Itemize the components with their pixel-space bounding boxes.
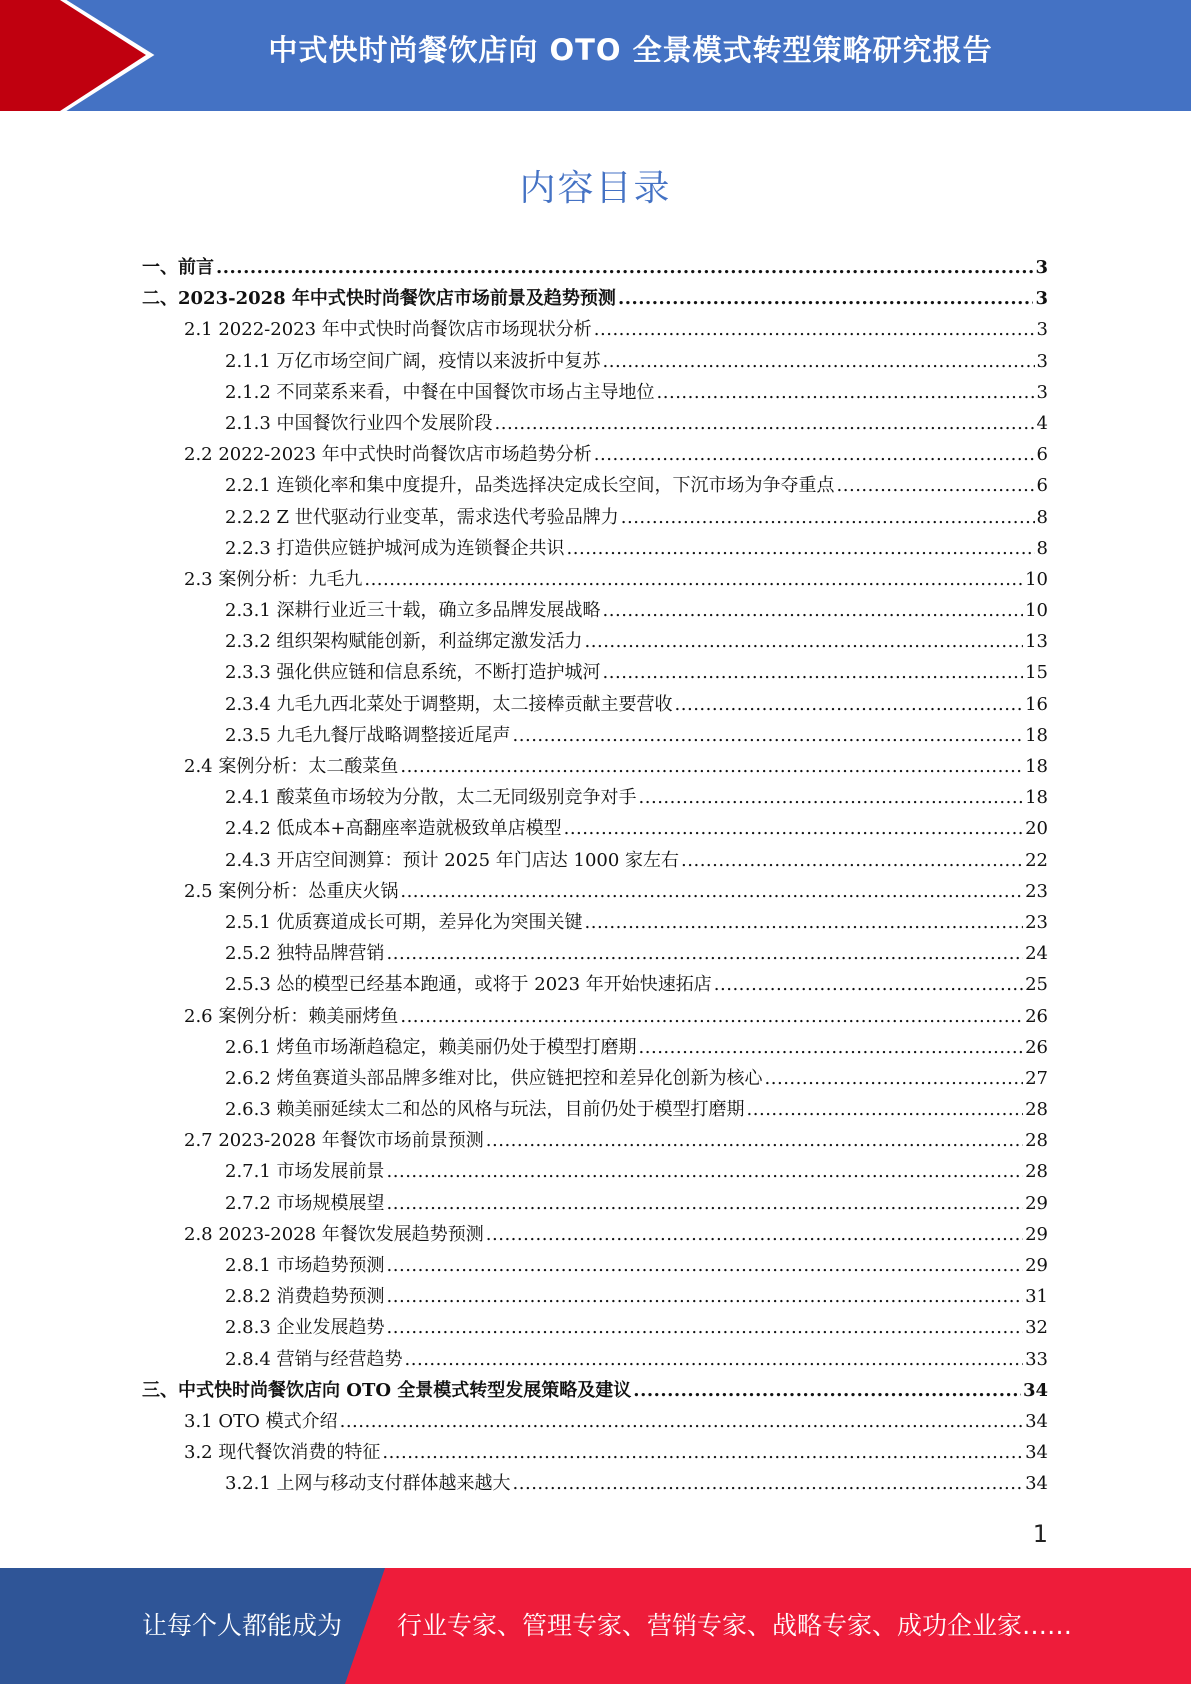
toc-entry-page: 6 xyxy=(1036,475,1048,497)
toc-entry-text: 2.5.2 独特品牌营销 xyxy=(225,943,385,965)
toc-entry-page: 27 xyxy=(1025,1067,1048,1089)
toc-dot-leader xyxy=(585,631,1024,652)
toc-dot-leader xyxy=(387,1193,1024,1214)
toc-entry[interactable] xyxy=(142,1095,1048,1126)
toc-dot-leader xyxy=(765,1068,1024,1089)
footer-banner xyxy=(0,1568,1191,1684)
toc-entry[interactable] xyxy=(142,1438,1048,1469)
toc-entry-text: 2.1.1 万亿市场空间广阔，疫情以来波折中复苏 xyxy=(225,350,601,372)
toc-dot-leader xyxy=(364,569,1023,590)
toc-entry-text: 2.8.2 消费趋势预测 xyxy=(225,1286,385,1308)
toc-dot-leader xyxy=(603,662,1024,683)
toc-entry[interactable] xyxy=(142,1189,1048,1220)
toc-entry[interactable] xyxy=(142,970,1048,1001)
toc-entry-page: 24 xyxy=(1025,943,1048,965)
toc-entry-text: 2.3.4 九毛九西北菜处于调整期，太二接棒贡献主要营收 xyxy=(225,693,673,715)
toc-entry-page: 28 xyxy=(1025,1161,1048,1183)
toc-entry-text: 2.2 2022-2023 年中式快时尚餐饮店市场趋势分析 xyxy=(184,444,592,466)
toc-entry-text: 2.4.1 酸菜鱼市场较为分散，太二无同级别竞争对手 xyxy=(225,787,637,809)
toc-entry-text: 2.4.2 低成本+高翻座率造就极致单店模型 xyxy=(225,818,562,840)
toc-entry-page: 4 xyxy=(1036,412,1048,434)
toc-entry[interactable] xyxy=(142,503,1048,534)
toc-entry-page: 20 xyxy=(1025,818,1048,840)
toc-entry-page: 34 xyxy=(1025,1410,1048,1432)
toc-entry-page: 18 xyxy=(1025,787,1048,809)
toc-entry[interactable] xyxy=(142,409,1048,440)
toc-entry-page: 29 xyxy=(1025,1223,1048,1245)
toc-dot-leader xyxy=(747,1099,1024,1120)
toc-entry-page: 34 xyxy=(1025,1473,1048,1495)
toc-entry-page: 23 xyxy=(1025,911,1048,933)
toc-entry-page: 22 xyxy=(1025,849,1048,871)
toc-dot-leader xyxy=(387,1286,1024,1307)
report-title: 中式快时尚餐饮店向 OTO 全景模式转型策略研究报告 xyxy=(268,33,993,67)
toc-entry-page: 34 xyxy=(1025,1442,1048,1464)
toc-entry-page: 10 xyxy=(1025,600,1048,622)
toc-entry[interactable] xyxy=(142,1345,1048,1376)
toc-entry-text: 2.8.3 企业发展趋势 xyxy=(225,1317,385,1339)
toc-dot-leader xyxy=(387,1161,1024,1182)
toc-entry-page: 10 xyxy=(1025,568,1048,590)
toc-entry-page: 29 xyxy=(1025,1192,1048,1214)
footer-slogan-left: 让每个人都能成为 xyxy=(142,1611,343,1640)
toc-entry[interactable] xyxy=(142,690,1048,721)
toc-entry-text: 2.5 案例分析：怂重庆火锅 xyxy=(184,880,399,902)
toc-dot-leader xyxy=(603,600,1024,621)
toc-entry-text: 2.6.3 赖美丽延续太二和怂的风格与玩法，目前仍处于模型打磨期 xyxy=(225,1099,745,1121)
toc-dot-leader xyxy=(675,694,1024,715)
toc-entry-page: 3 xyxy=(1036,350,1048,372)
toc-dot-leader xyxy=(621,507,1035,528)
toc-entry-text: 2.1 2022-2023 年中式快时尚餐饮店市场现状分析 xyxy=(184,319,592,341)
toc-dot-leader xyxy=(837,475,1035,496)
toc-entry-text: 2.2.3 打造供应链护城河成为连锁餐企共识 xyxy=(225,537,565,559)
toc-entry-text: 一、前言 xyxy=(142,257,214,278)
toc-dot-leader xyxy=(513,1473,1024,1494)
toc-entry[interactable] xyxy=(142,658,1048,689)
toc-entry-text: 2.5.1 优质赛道成长可期，差异化为突围关键 xyxy=(225,911,583,933)
toc-entry-text: 2.3.2 组织架构赋能创新，利益绑定激发活力 xyxy=(225,631,583,653)
toc-dot-leader xyxy=(681,850,1023,871)
toc-entry-page: 3 xyxy=(1036,319,1048,341)
toc-entry-page: 23 xyxy=(1025,880,1048,902)
toc-dot-leader xyxy=(564,818,1023,839)
toc-entry[interactable] xyxy=(142,939,1048,970)
toc-entry-text: 2.3.3 强化供应链和信息系统，不断打造护城河 xyxy=(225,662,601,684)
toc-entry-page: 28 xyxy=(1025,1099,1048,1121)
toc-dot-leader xyxy=(216,257,1033,278)
toc-dot-leader xyxy=(618,288,1034,309)
toc-entry[interactable] xyxy=(142,908,1048,939)
toc-dot-leader xyxy=(633,1380,1021,1401)
toc-entry-page: 25 xyxy=(1025,974,1048,996)
toc-entry-page: 18 xyxy=(1025,724,1048,746)
toc-entry[interactable] xyxy=(142,1313,1048,1344)
toc-entry[interactable] xyxy=(142,1407,1048,1438)
toc-dot-leader xyxy=(400,881,1023,902)
toc-entry-text: 三、中式快时尚餐饮店向 OTO 全景模式转型发展策略及建议 xyxy=(142,1379,632,1401)
toc-entry-text: 3.2 现代餐饮消费的特征 xyxy=(184,1442,381,1464)
toc-entry-text: 2.7.1 市场发展前景 xyxy=(225,1161,385,1183)
toc-entry-page: 29 xyxy=(1025,1255,1048,1276)
toc-dot-leader xyxy=(495,413,1035,434)
toc-entry[interactable] xyxy=(142,315,1048,346)
toc-entry-page: 26 xyxy=(1025,1005,1048,1027)
toc-dot-leader xyxy=(594,444,1035,465)
toc-entry-page: 26 xyxy=(1025,1036,1048,1058)
toc-dot-leader xyxy=(639,1037,1024,1058)
toc-dot-leader xyxy=(567,538,1035,559)
toc-entry-text: 2.5.3 怂的模型已经基本跑通，或将于 2023 年开始快速拓店 xyxy=(225,974,712,996)
toc-entry-text: 2.6 案例分析：赖美丽烤鱼 xyxy=(184,1005,399,1027)
toc-entry[interactable] xyxy=(142,378,1048,409)
toc-entry-text: 二、2023-2028 年中式快时尚餐饮店市场前景及趋势预测 xyxy=(142,288,616,310)
toc-dot-leader xyxy=(585,912,1024,933)
toc-entry[interactable] xyxy=(142,1033,1048,1064)
toc-entry[interactable] xyxy=(142,284,1048,315)
toc-heading: 内容目录 xyxy=(519,168,672,209)
toc-dot-leader xyxy=(387,1255,1024,1276)
toc-entry[interactable] xyxy=(142,347,1048,378)
toc-entry-text: 2.7.2 市场规模展望 xyxy=(225,1192,385,1214)
toc-entry-page: 3 xyxy=(1036,381,1048,403)
toc-dot-leader xyxy=(340,1411,1024,1432)
toc-entry-text: 2.6.2 烤鱼赛道头部品牌多维对比，供应链把控和差异化创新为核心 xyxy=(225,1067,763,1089)
toc-entry[interactable] xyxy=(142,752,1048,783)
toc-entry-text: 2.2.2 Z 世代驱动行业变革，需求迭代考验品牌力 xyxy=(225,506,619,528)
toc-dot-leader xyxy=(387,943,1024,964)
toc-dot-leader xyxy=(400,756,1023,777)
toc-entry-page: 34 xyxy=(1022,1379,1048,1401)
toc-entry-text: 2.3.1 深耕行业近三十载，确立多品牌发展战略 xyxy=(225,600,601,622)
toc-dot-leader xyxy=(603,351,1035,372)
toc-dot-leader xyxy=(486,1224,1023,1245)
toc-entry-text: 2.1.3 中国餐饮行业四个发展阶段 xyxy=(225,412,493,434)
toc-entry-text: 2.3.5 九毛九餐厅战略调整接近尾声 xyxy=(225,724,511,746)
toc-dot-leader xyxy=(714,974,1023,995)
toc-entry-page: 16 xyxy=(1025,693,1048,715)
toc-entry[interactable] xyxy=(142,440,1048,471)
toc-entry[interactable] xyxy=(142,1251,1048,1282)
toc-entry[interactable] xyxy=(142,783,1048,814)
toc-dot-leader xyxy=(513,725,1024,746)
toc-entry-text: 2.7 2023-2028 年餐饮市场前景预测 xyxy=(184,1130,484,1152)
toc-entry-page: 3 xyxy=(1035,257,1048,278)
toc-entry[interactable] xyxy=(142,534,1048,565)
toc-entry-page: 13 xyxy=(1025,631,1048,653)
toc-dot-leader xyxy=(387,1317,1024,1338)
toc-entry-page: 31 xyxy=(1025,1286,1048,1308)
toc-entry[interactable] xyxy=(142,627,1048,658)
toc-entry[interactable] xyxy=(142,846,1048,877)
toc-entry-page: 32 xyxy=(1025,1317,1048,1339)
toc-entry-text: 2.6.1 烤鱼市场渐趋稳定，赖美丽仍处于模型打磨期 xyxy=(225,1036,637,1058)
toc-entry[interactable] xyxy=(142,877,1048,908)
toc-dot-leader xyxy=(382,1442,1023,1463)
toc-entry-page: 6 xyxy=(1036,444,1048,466)
toc-entry[interactable] xyxy=(142,1376,1048,1407)
toc-entry-text: 2.8.1 市场趋势预测 xyxy=(225,1255,385,1276)
toc-entry-text: 2.3 案例分析：九毛九 xyxy=(184,568,363,590)
toc-entry-page: 15 xyxy=(1025,662,1048,684)
toc-entry-text: 2.4 案例分析：太二酸菜鱼 xyxy=(184,756,399,777)
toc-entry-text: 2.8.4 营销与经营趋势 xyxy=(225,1348,403,1370)
page-number: 1 xyxy=(1032,1520,1048,1548)
toc-entry-page: 8 xyxy=(1036,506,1048,528)
toc-entry-text: 2.4.3 开店空间测算：预计 2025 年门店达 1000 家左右 xyxy=(225,849,680,871)
toc-entry-text: 3.1 OTO 模式介绍 xyxy=(184,1410,338,1432)
toc-entry[interactable] xyxy=(142,471,1048,502)
toc-entry[interactable] xyxy=(142,1157,1048,1188)
toc-dot-leader xyxy=(486,1130,1023,1151)
toc-entry-text: 2.8 2023-2028 年餐饮发展趋势预测 xyxy=(184,1223,484,1245)
toc-dot-leader xyxy=(400,1006,1023,1027)
toc-dot-leader xyxy=(594,319,1035,340)
toc-entry-text: 2.2.1 连锁化率和集中度提升，品类选择决定成长空间，下沉市场为争夺重点 xyxy=(225,475,835,497)
toc-entry[interactable] xyxy=(142,721,1048,752)
toc-entry[interactable] xyxy=(142,814,1048,845)
toc-entry[interactable] xyxy=(142,596,1048,627)
toc-entry-page: 18 xyxy=(1025,756,1048,777)
toc-dot-leader xyxy=(639,787,1024,808)
table-of-contents xyxy=(142,253,1048,1501)
toc-entry[interactable] xyxy=(142,1282,1048,1313)
toc-entry[interactable] xyxy=(142,1469,1048,1500)
toc-entry-page: 8 xyxy=(1036,537,1048,559)
toc-entry[interactable] xyxy=(142,1220,1048,1251)
toc-dot-leader xyxy=(405,1349,1024,1370)
toc-entry[interactable] xyxy=(142,1002,1048,1033)
toc-entry-text: 3.2.1 上网与移动支付群体越来越大 xyxy=(225,1473,511,1495)
footer-slogan-right: 行业专家、管理专家、营销专家、战略专家、成功企业家…… xyxy=(397,1611,1073,1640)
toc-entry-text: 2.1.2 不同菜系来看，中餐在中国餐饮市场占主导地位 xyxy=(225,381,655,403)
toc-entry[interactable] xyxy=(142,1126,1048,1157)
toc-entry[interactable] xyxy=(142,253,1048,284)
toc-entry-page: 3 xyxy=(1035,288,1048,310)
toc-entry[interactable] xyxy=(142,1064,1048,1095)
toc-dot-leader xyxy=(657,382,1035,403)
toc-entry[interactable] xyxy=(142,565,1048,596)
toc-entry-page: 28 xyxy=(1025,1130,1048,1152)
header-banner xyxy=(0,0,1191,111)
toc-entry-page: 33 xyxy=(1025,1348,1048,1370)
